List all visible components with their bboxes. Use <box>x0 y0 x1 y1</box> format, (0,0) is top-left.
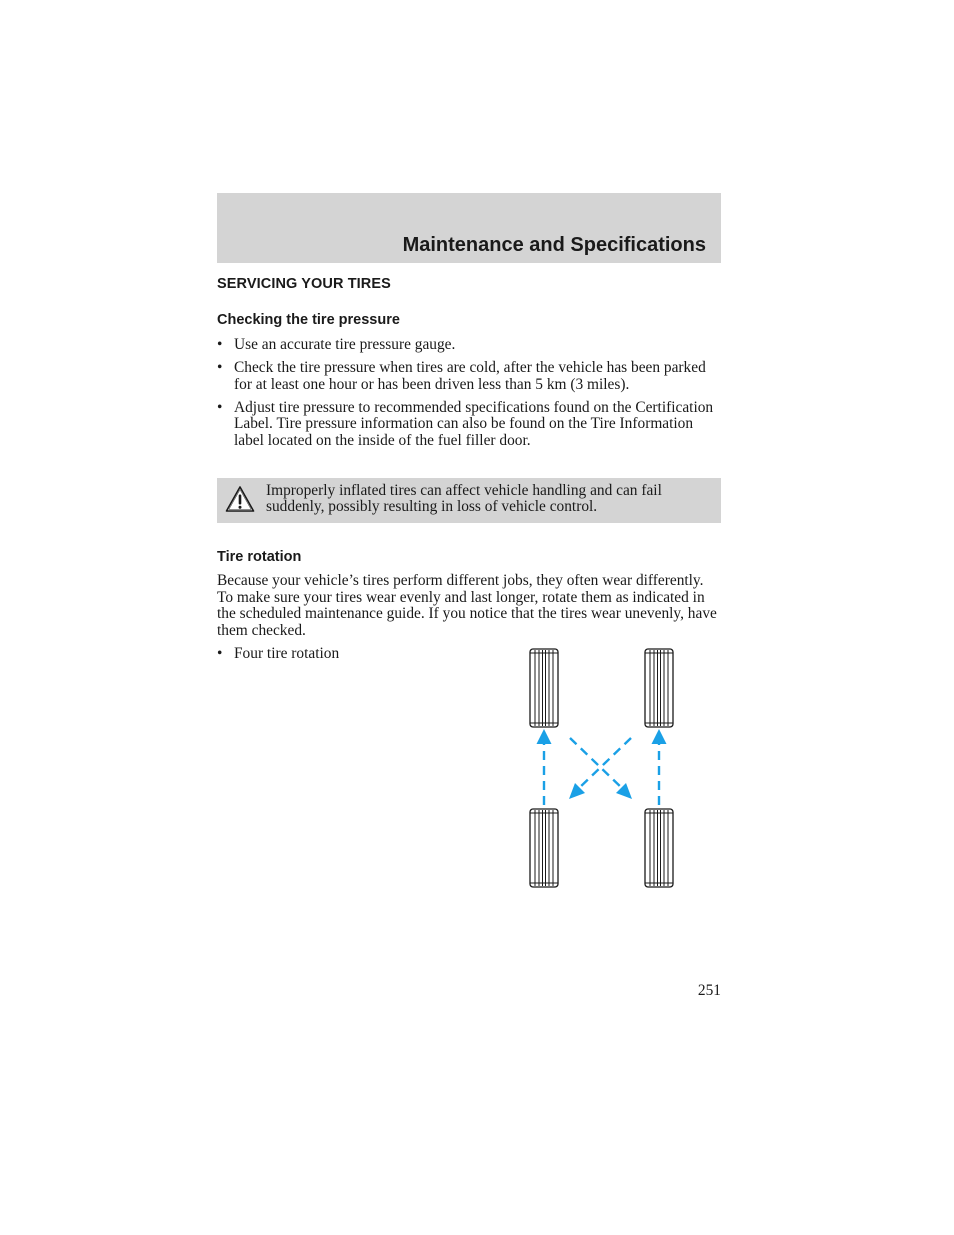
list-item: • Four tire rotation <box>217 646 721 662</box>
rotation-paragraph: Because your vehicle’s tires perform different jobs, they often wear differently. To make sure your tires wear evenly and last longer, rotate them as indicated in the scheduled maintenance guide. If you notice that the tires wear unevenly, have them checked. <box>217 572 717 639</box>
section-header-band <box>217 193 721 263</box>
arrowhead-up-right-icon <box>652 729 667 744</box>
arrowhead-up-left-icon <box>537 729 552 744</box>
rotation-arrows <box>537 729 667 805</box>
front-left-to-rear-right-arrow <box>570 738 624 790</box>
front-right-to-rear-left-arrow <box>577 738 631 790</box>
page-title: Maintenance and Specifications <box>402 234 706 256</box>
pressure-bullet-list <box>217 337 721 449</box>
tire-rotation-diagram <box>525 645 685 893</box>
page-number: 251 <box>697 982 721 999</box>
pressure-heading: Checking the tire pressure <box>217 312 400 329</box>
warning-triangle-icon <box>225 485 255 513</box>
rotation-heading: Tire rotation <box>217 549 302 565</box>
page-content <box>217 276 721 449</box>
section-heading: SERVICING YOUR TIRES <box>217 276 391 292</box>
list-item: • Check the tire pressure when tires are cold, after the vehicle has been parked for at least one hour or has been driven less than 5 km (3 miles). <box>217 360 721 393</box>
rear-left-tire <box>530 809 558 887</box>
rear-right-tire <box>645 809 673 887</box>
list-item: • Adjust tire pressure to recommended specifications found on the Certification Label. Tire pressure information can also be found on the Tire Information label located on the inside of the fuel filler door. <box>217 400 721 449</box>
warning-text: Improperly inflated tires can affect vehicle handling and can fail suddenly, possibly resulting in loss of vehicle control. <box>266 482 662 516</box>
front-left-tire <box>530 649 558 727</box>
list-item: • Use an accurate tire pressure gauge. <box>217 337 721 353</box>
warning-box <box>217 478 721 523</box>
front-right-tire <box>645 649 673 727</box>
